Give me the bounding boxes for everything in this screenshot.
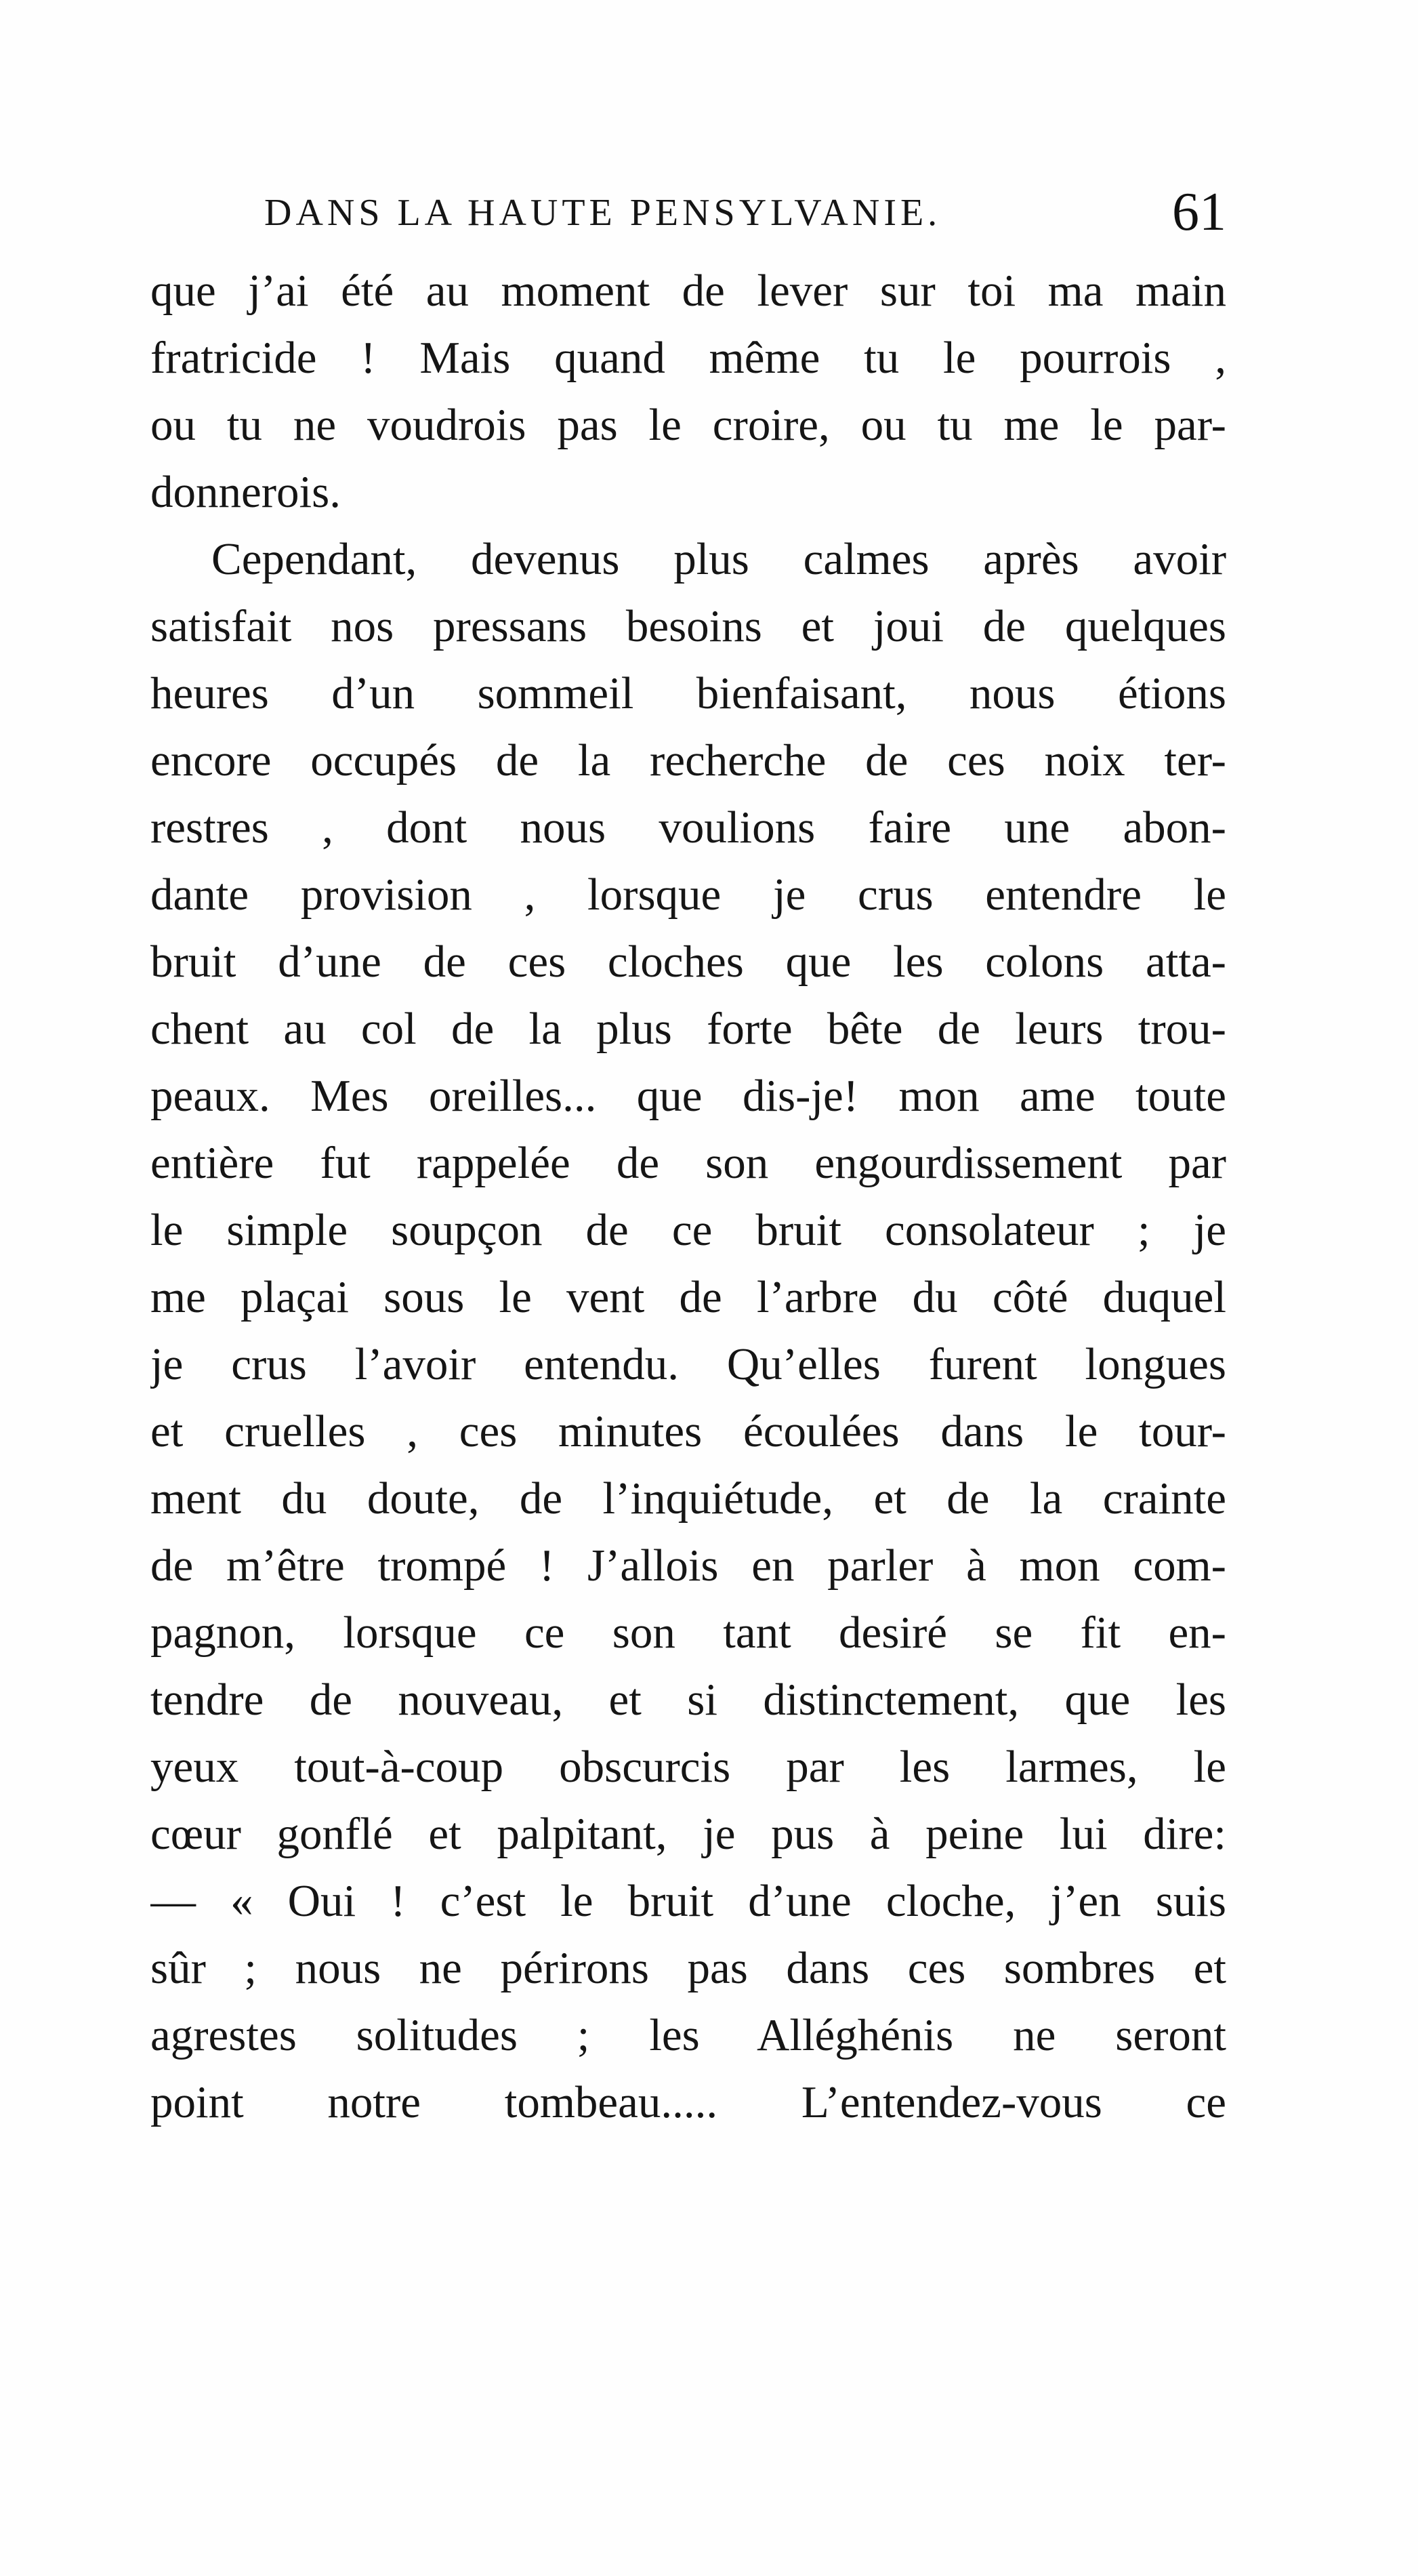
text-line: tendre de nouveau, et si distinctement, que les xyxy=(150,1675,1226,1725)
text-line: — « Oui ! c’est le bruit d’une cloche, j’en suis xyxy=(150,1876,1226,1926)
text-line: me plaçai sous le vent de l’arbre du côté duquel xyxy=(150,1272,1226,1322)
text-line: restres , dont nous voulions faire une abon- xyxy=(150,802,1226,853)
text-line: Cependant, devenus plus calmes après avoir xyxy=(211,534,1226,584)
text-line: donnerois. xyxy=(150,467,341,517)
text-line: bruit d’une de ces cloches que les colons atta- xyxy=(150,937,1226,987)
text-line: chent au col de la plus forte bête de leurs trou- xyxy=(150,1004,1226,1054)
text-line: ou tu ne voudrois pas le croire, ou tu me le par- xyxy=(150,400,1226,450)
running-title: DANS LA HAUTE PENSYLVANIE. xyxy=(264,192,942,234)
text-line: satisfait nos pressans besoins et joui de quelques xyxy=(150,601,1226,651)
text-line: agrestes solitudes ; les Alléghénis ne seront xyxy=(150,2010,1226,2060)
page-number: 61 xyxy=(1172,182,1226,242)
text-line: et cruelles , ces minutes écoulées dans le tour- xyxy=(150,1406,1226,1456)
text-line: de m’être trompé ! J’allois en parler à mon com- xyxy=(150,1540,1226,1591)
text-line: dante provision , lorsque je crus entendre le xyxy=(150,870,1226,920)
text-line: encore occupés de la recherche de ces noix ter- xyxy=(150,735,1226,785)
text-line: point notre tombeau..... L’entendez-vous ce xyxy=(150,2077,1226,2127)
text-line: le simple soupçon de ce bruit consolateur ; je xyxy=(150,1205,1226,1255)
text-line: entière fut rappelée de son engourdissement par xyxy=(150,1138,1226,1188)
body-text xyxy=(150,258,1226,2136)
text-line: peaux. Mes oreilles... que dis-je! mon ame toute xyxy=(150,1071,1226,1121)
text-line: ment du doute, de l’inquiétude, et de la crainte xyxy=(150,1473,1226,1524)
text-line: cœur gonflé et palpitant, je pus à peine lui dire: xyxy=(150,1809,1226,1859)
text-line: sûr ; nous ne périrons pas dans ces sombres et xyxy=(150,1943,1226,1993)
text-line: je crus l’avoir entendu. Qu’elles furent longues xyxy=(150,1339,1226,1389)
text-line: fratricide ! Mais quand même tu le pourrois , xyxy=(150,333,1226,383)
page-header xyxy=(264,178,1226,252)
text-line: pagnon, lorsque ce son tant desiré se fit en- xyxy=(150,1608,1226,1658)
text-line: que j’ai été au moment de lever sur toi ma main xyxy=(150,266,1226,316)
text-line: yeux tout-à-coup obscurcis par les larmes, le xyxy=(150,1742,1226,1792)
text-line: heures d’un sommeil bienfaisant, nous étions xyxy=(150,668,1226,718)
